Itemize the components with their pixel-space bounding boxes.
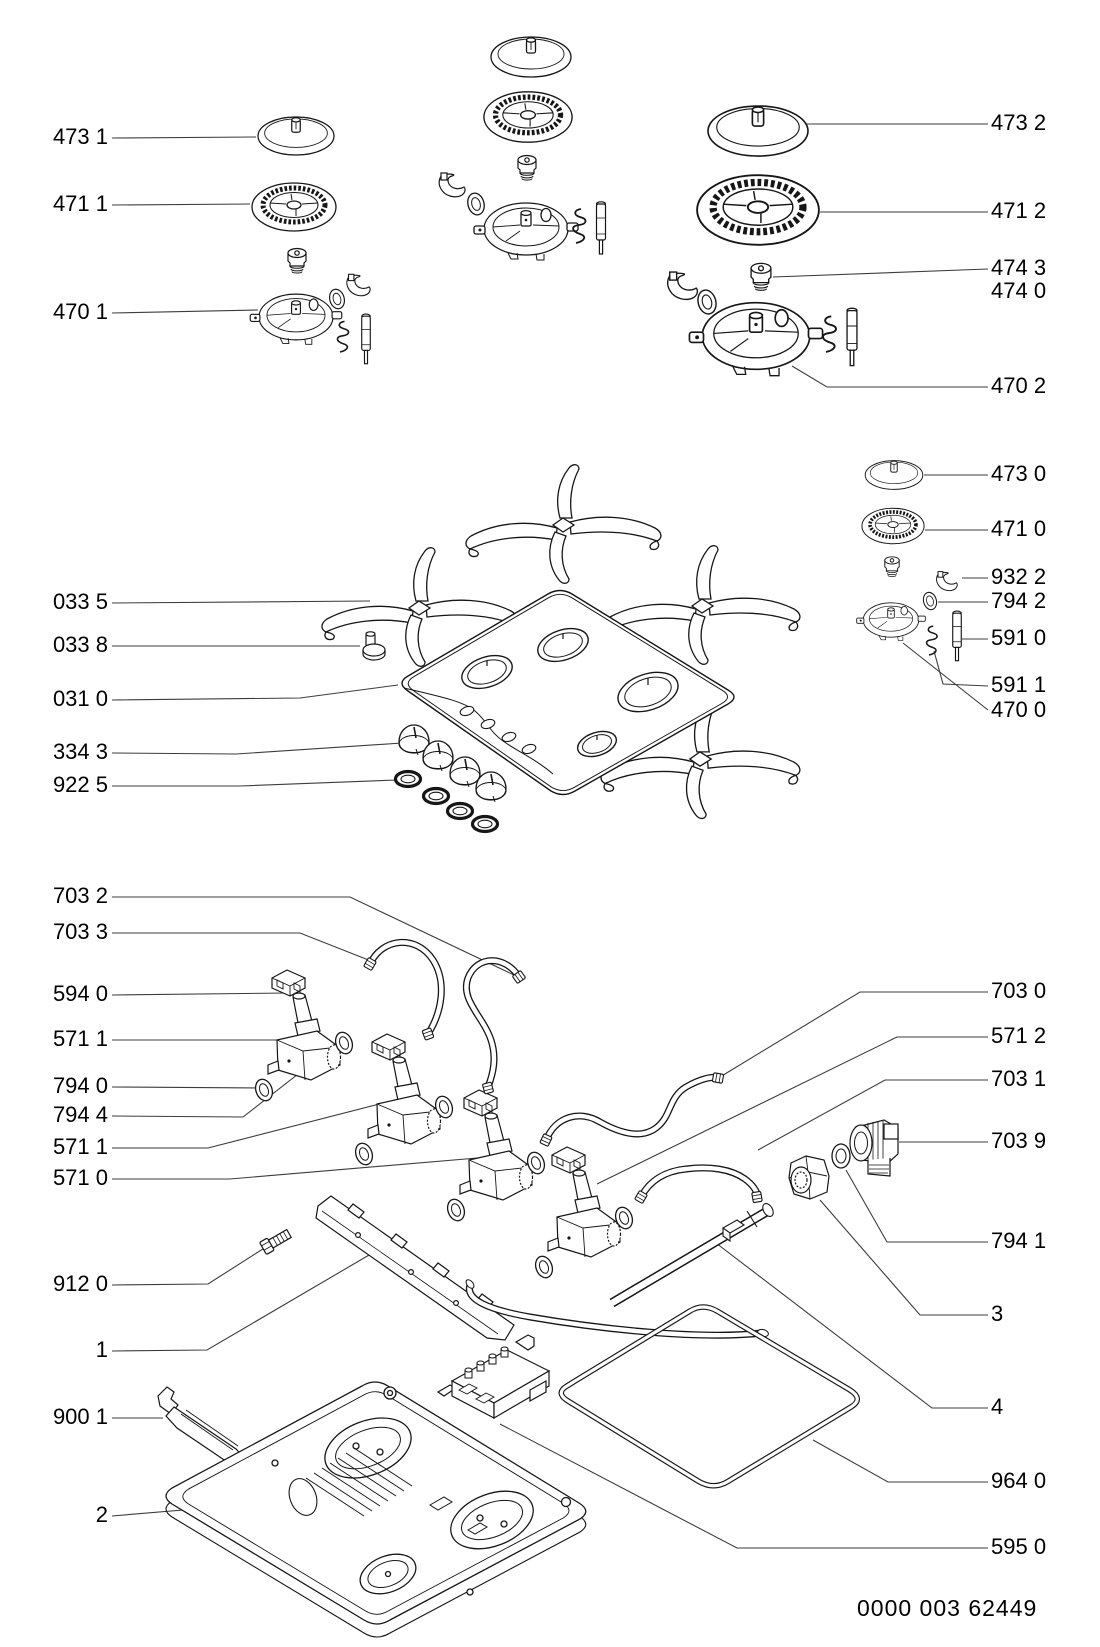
gas-tap-drawing-2	[368, 1034, 441, 1144]
callout-571-0: 571 0	[52, 1165, 108, 1190]
callout-470-0: 470 0	[991, 697, 1047, 722]
elbow-fitting-drawing	[850, 1120, 898, 1176]
burner-group-left-drawing	[250, 117, 370, 364]
callout-474-3: 474 3	[991, 255, 1047, 280]
callout-473-0: 473 0	[991, 461, 1047, 486]
callout-703-3: 703 3	[52, 919, 108, 944]
burner-group-right-drawing	[668, 106, 857, 376]
callout-2: 2	[95, 1502, 108, 1527]
burner-body-drawing	[250, 294, 342, 344]
callout-473-1: 473 1	[52, 124, 108, 149]
spark-plug-drawing	[362, 314, 371, 364]
callout-794-2: 794 2	[991, 588, 1047, 613]
washer-drawing	[832, 1144, 850, 1168]
retaining-clip-drawing	[347, 274, 370, 295]
callout-703-2: 703 2	[52, 883, 108, 908]
callout-3: 3	[991, 1301, 1004, 1326]
callout-703-9: 703 9	[991, 1128, 1047, 1153]
spring-drawing	[337, 321, 348, 352]
callout-471-0: 471 0	[991, 516, 1047, 541]
callout-932-2: 932 2	[991, 564, 1047, 589]
rubber-foot-drawing	[363, 632, 385, 660]
callout-703-0: 703 0	[991, 978, 1047, 1003]
gas-taps-drawing	[253, 970, 636, 1280]
callout-470-2: 470 2	[991, 373, 1047, 398]
bottom-tray-drawing	[166, 1382, 586, 1637]
callout-912-0: 912 0	[52, 1271, 108, 1296]
callout-571-2: 571 2	[991, 1023, 1047, 1048]
gas-tap-drawing-4	[548, 1147, 621, 1257]
gas-tap-drawing-3	[460, 1090, 533, 1200]
manifold-rail-drawing	[316, 1196, 514, 1340]
callout-473-2: 473 2	[991, 110, 1047, 135]
callout-594-0: 594 0	[52, 981, 108, 1006]
callout-474-0: 474 0	[991, 278, 1047, 303]
burner-group-center-drawing	[439, 37, 605, 260]
union-nut-drawing	[789, 1156, 829, 1199]
callout-033-5: 033 5	[52, 589, 108, 614]
burner-ring-drawing	[252, 183, 336, 231]
callout-595-0: 595 0	[991, 1534, 1047, 1559]
callout-571-1-b: 571 1	[52, 1134, 108, 1159]
o-ring-drawing	[327, 288, 346, 311]
gas-tap-drawing-1	[268, 970, 341, 1080]
callout-591-1: 591 1	[991, 672, 1047, 697]
callout-4: 4	[991, 1394, 1004, 1419]
callout-1: 1	[95, 1337, 108, 1362]
gas-manifold-tube-drawing	[612, 1202, 775, 1303]
callout-794-4: 794 4	[52, 1102, 108, 1127]
callout-471-1: 471 1	[52, 191, 108, 216]
callout-334-3: 334 3	[52, 739, 108, 764]
callout-922-5: 922 5	[52, 772, 108, 797]
callout-794-0: 794 0	[52, 1073, 108, 1098]
spark-generator-drawing	[438, 1335, 549, 1418]
callout-794-1: 794 1	[991, 1228, 1047, 1253]
burner-jet-drawing	[288, 249, 306, 274]
burner-group-small-drawing	[857, 461, 962, 661]
callout-471-2: 471 2	[991, 198, 1047, 223]
callout-571-1-a: 571 1	[52, 1026, 108, 1051]
callout-900-1: 900 1	[52, 1404, 108, 1429]
callout-964-0: 964 0	[991, 1468, 1047, 1493]
callout-703-1: 703 1	[991, 1066, 1047, 1091]
fixing-screw-drawing	[260, 1227, 293, 1254]
burner-cap-drawing	[258, 117, 334, 155]
callout-591-0: 591 0	[991, 625, 1047, 650]
callout-033-8: 033 8	[52, 632, 108, 657]
document-code: 0000 003 62449	[857, 1595, 1038, 1621]
callout-470-1: 470 1	[52, 299, 108, 324]
callout-031-0: 031 0	[52, 686, 108, 711]
